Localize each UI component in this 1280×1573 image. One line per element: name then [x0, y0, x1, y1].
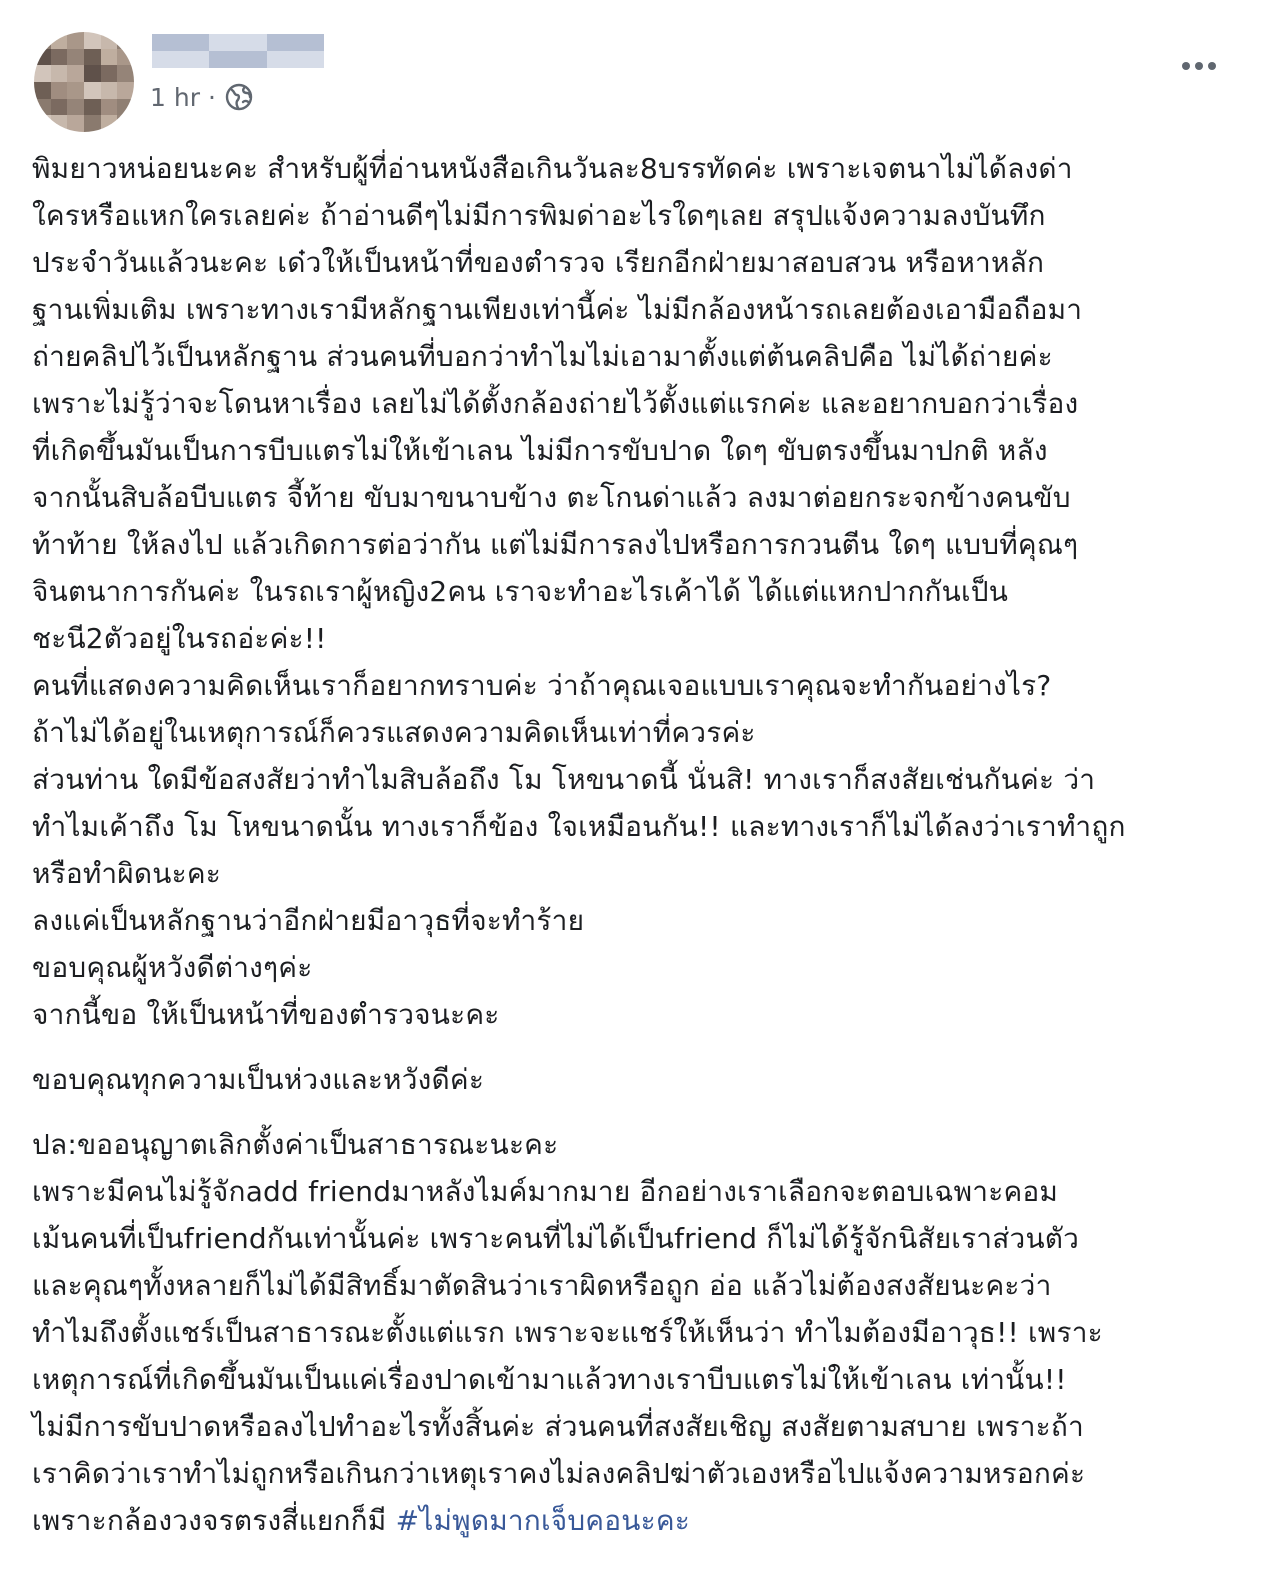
post-meta	[150, 82, 254, 112]
avatar-pixel	[51, 65, 68, 82]
avatar-pixel	[34, 32, 51, 49]
more-options-icon[interactable]	[1182, 62, 1216, 70]
avatar-pixel	[51, 82, 68, 99]
post-timestamp[interactable]: 1 hr	[150, 82, 200, 112]
avatar-pixel	[34, 99, 51, 116]
post-paragraph-2	[32, 1056, 1248, 1103]
meta-separator: ·	[207, 82, 216, 112]
avatar-pixel	[101, 32, 118, 49]
post-line: เพราะไม่รู้ว่าจะโดนหาเรื่อง เลยไม่ได้ตั้งกล้องถ่ายไว้ตั้งแต่แรกค่ะ และอยากบอกว่าเรื่อง	[32, 387, 1079, 420]
post-line: ประจำวันแล้วนะคะ เด๋วให้เป็นหน้าที่ของตำรวจ เรียกอีกฝ่ายมาสอบสวน หรือหาหลัก	[32, 246, 1045, 279]
author-name-text	[152, 34, 324, 68]
avatar[interactable]	[34, 32, 134, 132]
post-line: ท้าท้าย ให้ลงไป แล้วเกิดการต่อว่ากัน แต่ไม่มีการลงไปหรือการกวนตีน ใดๆ แบบที่คุณๆ	[32, 528, 1079, 561]
post-line: ชะนี2ตัวอยู่ในรถอ่ะค่ะ!!	[32, 622, 327, 655]
post-header	[30, 28, 1250, 128]
paragraph-gap	[32, 1038, 1248, 1056]
avatar-pixel	[117, 49, 134, 66]
post-line: ปล:ขออนุญาตเลิกตั้งค่าเป็นสาธารณะนะคะ	[32, 1128, 559, 1161]
post-line: ไม่มีการขับปาดหรือลงไปทำอะไรทั้งสิ้นค่ะ ส่วนคนที่สงสัยเชิญ สงสัยตามสบาย เพราะถ้า	[32, 1410, 1084, 1443]
avatar-pixel	[34, 65, 51, 82]
avatar-pixel	[84, 99, 101, 116]
avatar-pixel	[117, 32, 134, 49]
avatar-pixel	[34, 82, 51, 99]
avatar-pixel	[117, 115, 134, 132]
post-body	[32, 145, 1248, 1544]
avatar-pixel	[101, 99, 118, 116]
post-line: ทำไมถึงตั้งแชร์เป็นสาธารณะตั้งแต่แรก เพราะจะแชร์ให้เห็นว่า ทำไมต้องมีอาวุธ!! เพราะ	[32, 1316, 1103, 1349]
post-line: ลงแค่เป็นหลักฐานว่าอีกฝ่ายมีอาวุธที่จะทำร้าย	[32, 904, 585, 937]
avatar-pixel	[67, 99, 84, 116]
avatar-pixel	[51, 49, 68, 66]
post-line: ขอบคุณทุกความเป็นห่วงและหวังดีค่ะ	[32, 1063, 485, 1096]
avatar-pixel	[51, 32, 68, 49]
post-line: ทำไมเค้าถึง โม โหขนาดนั้น ทางเราก็ข้อง ใจเหมือนกัน!! และทางเราก็ไม่ได้ลงว่าเราทำถูก	[32, 810, 1126, 843]
post-line: จินตนาการกันค่ะ ในรถเราผู้หญิง2คน เราจะทำอะไรเค้าได้ ได้แต่แหกปากกันเป็น	[32, 575, 1009, 608]
avatar-pixel	[84, 82, 101, 99]
post-line: ขอบคุณผู้หวังดีต่างๆค่ะ	[32, 951, 313, 984]
avatar-pixel	[84, 115, 101, 132]
author-name[interactable]	[152, 34, 324, 68]
avatar-pixel	[67, 65, 84, 82]
more-dot	[1182, 62, 1190, 70]
avatar-pixel	[67, 82, 84, 99]
post-line: ถ้าไม่ได้อยู่ในเหตุการณ์ก็ควรแสดงความคิดเห็นเท่าที่ควรค่ะ	[32, 716, 756, 749]
avatar-pixel	[67, 49, 84, 66]
avatar-pixel	[117, 65, 134, 82]
avatar-pixel	[117, 82, 134, 99]
globe-icon[interactable]	[224, 82, 254, 112]
hashtag-link[interactable]: #ไม่พูดมากเจ็บคอนะคะ	[395, 1504, 690, 1537]
avatar-pixel	[101, 65, 118, 82]
post-line: และคุณๆทั้งหลายก็ไม่ได้มีสิทธิ์มาตัดสินว่าเราผิดหรือถูก อ่อ แล้วไม่ต้องสงสัยนะคะว่า	[32, 1269, 1052, 1302]
post-line-text: เพราะกล้องวงจรตรงสี่แยกก็มี	[32, 1504, 396, 1537]
avatar-pixel	[84, 65, 101, 82]
post-line: หรือทำผิดนะคะ	[32, 857, 222, 890]
avatar-pixel	[34, 115, 51, 132]
post-line: ใครหรือแหกใครเลยค่ะ ถ้าอ่านดีๆไม่มีการพิมด่าอะไรใดๆเลย สรุปแจ้งความลงบันทึก	[32, 199, 1046, 232]
post-line: ที่เกิดขึ้นมันเป็นการบีบแตรไม่ให้เข้าเลน ไม่มีการขับปาด ใดๆ ขับตรงขึ้นมาปกติ หลัง	[32, 434, 1048, 467]
post-line: จากนั้นสิบล้อบีบแตร จี้ท้าย ขับมาขนาบข้าง ตะโกนด่าแล้ว ลงมาต่อยกระจกข้างคนขับ	[32, 481, 1071, 514]
avatar-pixel	[67, 32, 84, 49]
post-paragraph-1	[32, 145, 1248, 1038]
avatar-pixel	[34, 49, 51, 66]
paragraph-gap	[32, 1103, 1248, 1121]
post-line: จากนี้ขอ ให้เป็นหน้าที่ของตำรวจนะคะ	[32, 998, 500, 1031]
avatar-pixel	[84, 32, 101, 49]
post-line: ฐานเพิ่มเติม เพราะทางเรามีหลักฐานเพียงเท่านี้ค่ะ ไม่มีกล้องหน้ารถเลยต้องเอามือถือมา	[32, 293, 1083, 326]
avatar-pixel	[101, 82, 118, 99]
post-line: เราคิดว่าเราทำไม่ถูกหรือเกินกว่าเหตุเราคงไม่ลงคลิปฆ่าตัวเองหรือไปแจ้งความหรอกค่ะ	[32, 1457, 1086, 1490]
more-dot	[1195, 62, 1203, 70]
post-line-last	[32, 1497, 1248, 1544]
avatar-pixel	[101, 115, 118, 132]
avatar-pixel	[101, 49, 118, 66]
avatar-pixel	[51, 99, 68, 116]
avatar-pixel	[51, 115, 68, 132]
avatar-pixel	[67, 115, 84, 132]
post-line: เม้นคนที่เป็นfriendกันเท่านั้นค่ะ เพราะคนที่ไม่ได้เป็นfriend ก็ไม่ได้รู้จักนิสัยเราส่วนตัว	[32, 1222, 1080, 1255]
post-line: เหตุการณ์ที่เกิดขึ้นมันเป็นแค่เรื่องปาดเข้ามาแล้วทางเราบีบแตรไม่ให้เข้าเลน เท่านั้น!!	[32, 1363, 1067, 1396]
post-paragraph-3	[32, 1121, 1248, 1544]
more-dot	[1208, 62, 1216, 70]
avatar-pixel	[117, 99, 134, 116]
post-line: เพราะมีคนไม่รู้จักadd friendมาหลังไมค์มากมาย อีกอย่างเราเลือกจะตอบเฉพาะคอม	[32, 1175, 1059, 1208]
post-line: คนที่แสดงความคิดเห็นเราก็อยากทราบค่ะ ว่าถ้าคุณเจอแบบเราคุณจะทำกันอย่างไร?	[32, 669, 1052, 702]
post-line: ถ่ายคลิปไว้เป็นหลักฐาน ส่วนคนที่บอกว่าทำไมไม่เอามาตั้งแต่ต้นคลิปคือ ไม่ได้ถ่ายค่ะ	[32, 340, 1053, 373]
post-line: พิมยาวหน่อยนะคะ สำหรับผู้ที่อ่านหนังสือเกินวันละ8บรรทัดค่ะ เพราะเจตนาไม่ได้ลงด่า	[32, 152, 1073, 185]
post-line: ส่วนท่าน ใดมีข้อสงสัยว่าทำไมสิบล้อถึง โม โหขนาดนี้ นั่นสิ! ทางเราก็สงสัยเช่นกันค่ะ ว่า	[32, 763, 1096, 796]
avatar-pixel	[84, 49, 101, 66]
